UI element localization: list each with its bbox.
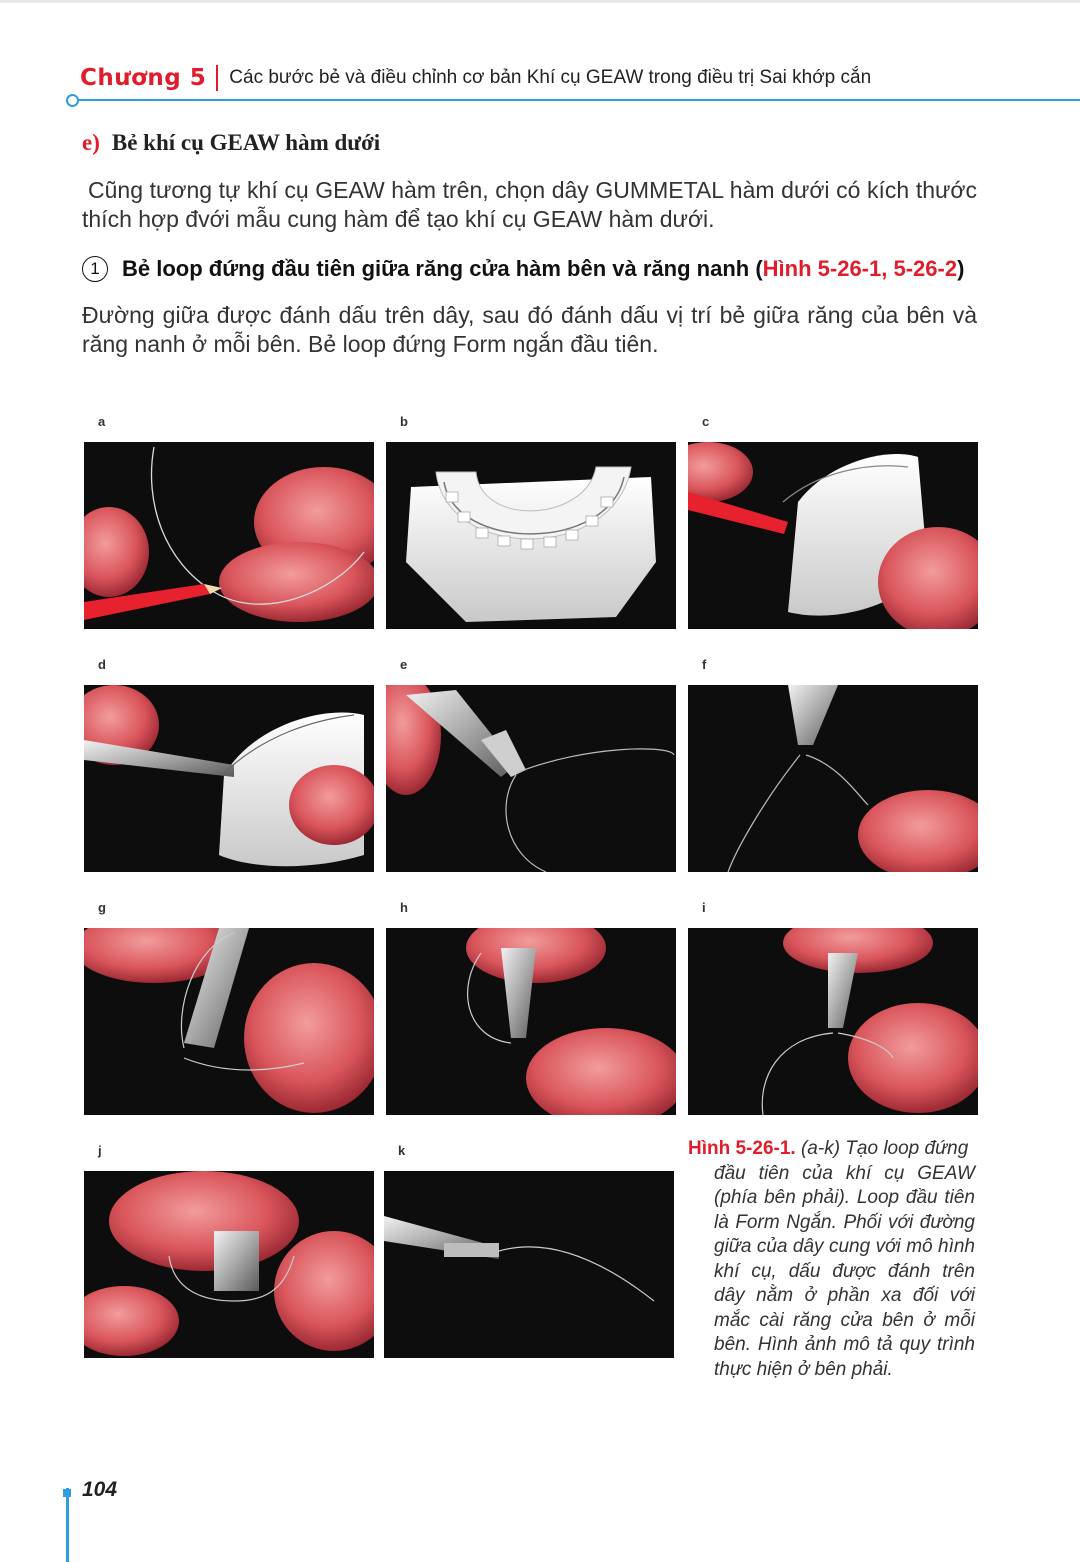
step-paragraph: Đường giữa được đánh dấu trên dây, sau đó đánh dấu vị trí bẻ giữa răng của bên và răng nanh ở mỗi bên. Bẻ loop đứng Form ngắn đầu tiên. [82, 302, 977, 357]
section-heading [82, 130, 380, 156]
chapter-label: Chương 5 [80, 65, 207, 91]
figure-e [386, 657, 676, 872]
pencil-wire-photo-icon [84, 442, 374, 629]
figure-label: d [98, 657, 106, 672]
marking-cast-photo-icon [688, 442, 978, 629]
step-heading [82, 256, 964, 282]
dental-cast-photo-icon [386, 442, 676, 629]
figure-label: f [702, 657, 707, 672]
bending-wire-photo-icon [386, 928, 676, 1115]
intro-paragraph: Cũng tương tự khí cụ GEAW hàm trên, chọn dây GUMMETAL hàm dưới có kích thước thích hợp đvới mẫu cung hàm để tạo khí cụ GEAW hàm dưới. [82, 177, 977, 232]
figure-label: h [400, 900, 408, 915]
header-rule [74, 99, 1080, 101]
bending-wire-photo-icon [84, 1171, 374, 1358]
figure-a [84, 414, 374, 629]
header-title: Các bước bẻ và điều chỉnh cơ bản Khí cụ GEAW trong điều trị Sai khớp cắn [229, 67, 872, 88]
figure-label: j [98, 1143, 102, 1158]
figure-label: e [400, 657, 408, 672]
page-number: 104 [82, 1478, 118, 1501]
caption-first-line: (a-k) Tạo loop đứng [795, 1138, 969, 1159]
figure-label: k [398, 1143, 406, 1158]
plier-wire-photo-icon [384, 1171, 674, 1358]
figure-b [386, 414, 676, 629]
step-text: Bẻ loop đứng đầu tiên giữa răng cửa hàm bên và răng nanh ( [122, 256, 763, 281]
caption-body: đầu tiên của khí cụ GEAW (phía bên phải). Loop đầu tiên là Form Ngắn. Phối với đường giữa của dây cung với mô hình khí cụ, dấu được đánh trên dây nằm ở phần xa đối với mắc cài răng cửa bên ở mỗi bên. Hình ảnh mô tả quy trình thực hiện ở bên phải. [714, 1162, 975, 1380]
section-title: Bẻ khí cụ GEAW hàm dưới [111, 130, 381, 155]
figure-h [386, 900, 676, 1115]
section-marker: e) [82, 130, 100, 155]
plier-wire-photo-icon [386, 685, 676, 872]
figure-i [688, 900, 978, 1115]
running-header [80, 62, 871, 94]
step-number-icon: 1 [82, 256, 108, 282]
step-close: ) [957, 256, 965, 281]
caption-label: Hình 5-26-1. [688, 1138, 796, 1159]
figure-label: b [400, 414, 408, 429]
figure-caption [688, 1137, 975, 1382]
figure-label: g [98, 900, 106, 915]
plier-wire-photo-icon [688, 685, 978, 872]
plier-cast-photo-icon [84, 685, 374, 872]
header-separator [216, 65, 218, 91]
figure-k [384, 1143, 674, 1358]
figure-label: i [702, 900, 706, 915]
top-border [0, 0, 1080, 3]
page-number-square-icon [63, 1489, 71, 1497]
figure-c [688, 414, 978, 629]
page-number-bar [66, 1488, 69, 1562]
header-dot-icon [66, 94, 79, 107]
figure-label: a [98, 414, 106, 429]
bending-wire-photo-icon [688, 928, 978, 1115]
bending-wire-photo-icon [84, 928, 374, 1115]
figure-f [688, 657, 978, 872]
figure-j [84, 1143, 374, 1358]
figure-d [84, 657, 374, 872]
figure-label: c [702, 414, 710, 429]
figure-g [84, 900, 374, 1115]
figure-reference: Hình 5-26-1, 5-26-2 [762, 256, 958, 281]
